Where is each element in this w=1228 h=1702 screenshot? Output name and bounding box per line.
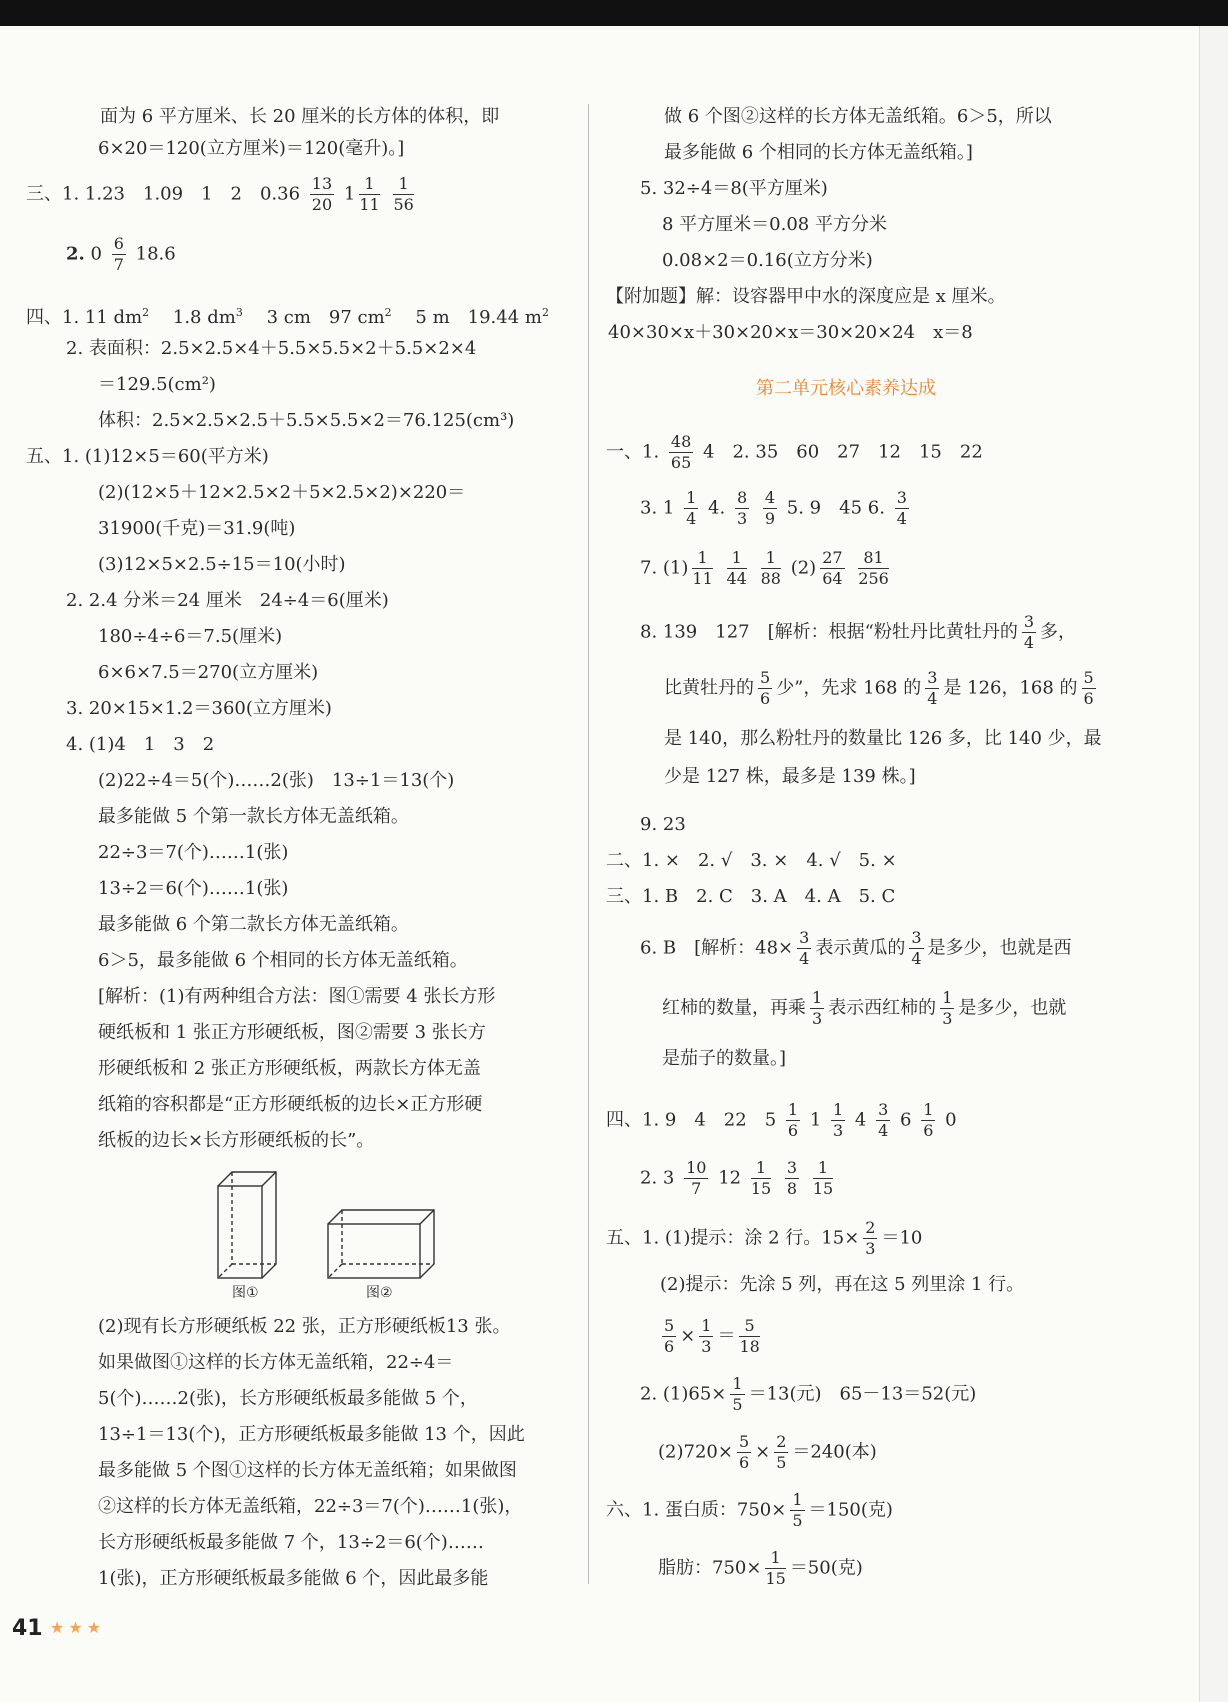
text-line: 如果做图①这样的长方体无盖纸箱，22÷4＝	[98, 1352, 454, 1373]
value: 0	[945, 1109, 957, 1131]
value: 5 m 19.44 m	[415, 307, 542, 328]
fraction	[774, 1434, 788, 1471]
value: 6	[900, 1109, 912, 1131]
superscript: 2	[541, 306, 549, 319]
denominator: 3	[865, 1239, 876, 1258]
fraction	[786, 1102, 800, 1139]
denominator: 6	[787, 1121, 799, 1140]
fraction	[765, 1550, 785, 1587]
denominator: 44	[726, 569, 747, 588]
figure-1-caption: 图①	[232, 1285, 259, 1301]
fraction	[758, 670, 772, 707]
numerator: 5	[1083, 668, 1094, 687]
fraction	[1022, 614, 1036, 651]
numerator: 3	[896, 488, 907, 507]
text-line: 做 6 个图②这样的长方体无盖纸箱。6＞5，所以	[664, 106, 1052, 127]
fraction	[921, 1102, 935, 1139]
fraction	[785, 1160, 799, 1197]
text-line: 5. 32÷4＝8(平方厘米)	[640, 178, 828, 199]
text-line: 面为 6 平方厘米、长 20 厘米的长方体的体积，即	[100, 106, 500, 127]
numerator: 5	[664, 1316, 675, 1335]
numerator: 5	[760, 668, 771, 687]
text-line: ②这样的长方体无盖纸箱，22÷3＝7(个)……1(张)，	[98, 1496, 523, 1517]
numerator: 13	[311, 174, 333, 193]
answer-1-8-line2	[664, 670, 1100, 707]
denominator: 4	[686, 509, 697, 528]
numerator: 3	[927, 668, 938, 687]
denominator: 15	[812, 1179, 834, 1198]
fraction	[727, 550, 747, 587]
answer-1-3	[640, 490, 913, 527]
answer-6-1	[606, 1492, 893, 1529]
answer-3-6-line1	[640, 930, 1072, 967]
box-figures	[210, 1164, 570, 1294]
fraction	[737, 1434, 751, 1471]
numerator: 2	[776, 1432, 787, 1451]
text: ＝10	[881, 1227, 923, 1249]
denominator: 6	[1083, 689, 1094, 708]
answer-3-6-line2	[662, 990, 1066, 1027]
numerator: 2	[865, 1218, 876, 1237]
figure-2-drawing	[328, 1210, 434, 1278]
text: ＝240(本)	[792, 1441, 877, 1463]
text: 是多少，也就是西	[927, 937, 1072, 959]
text-line: 最多能做 5 个图①这样的长方体无盖纸箱；如果做图	[98, 1460, 517, 1481]
numerator: 1	[359, 176, 379, 195]
denominator: 7	[691, 1179, 702, 1198]
text-line: 五、1. (1)12×5＝60(平方米)	[26, 446, 269, 467]
denominator: 56	[393, 195, 414, 214]
value: 4	[854, 1109, 867, 1131]
column-divider	[588, 104, 589, 1584]
answer-5-2-2	[658, 1434, 877, 1471]
answer-4-2	[640, 1160, 837, 1197]
numerator: 48	[670, 432, 692, 451]
numerator: 1	[732, 1374, 743, 1393]
numerator: 3	[1023, 612, 1035, 631]
text-line: 纸箱的容积都是“正方形硬纸板的边长×正方形硬	[98, 1094, 483, 1115]
label: 4.	[708, 497, 726, 519]
text-line: 180÷4÷6＝7.5(厘米)	[98, 626, 283, 647]
denominator: 11	[359, 195, 380, 214]
text-line: 是 140，那么粉牡丹的数量比 126 多，比 140 少，最	[664, 728, 1102, 749]
text: 6. B [解析：48×	[640, 937, 794, 959]
text: 少”，先求 168 的	[776, 677, 922, 699]
text-line: 9. 23	[640, 814, 686, 835]
denominator: 4	[878, 1121, 889, 1140]
denominator: 3	[701, 1337, 712, 1356]
section-title: 第二单元核心素养达成	[756, 378, 936, 399]
numerator: 1	[787, 1100, 799, 1119]
text-line: 13÷1＝13(个)，正方形硬纸板最多能做 13 个，因此	[98, 1424, 525, 1445]
text: ＝150(克)	[808, 1499, 893, 1521]
denominator: 88	[760, 569, 781, 588]
text-line: 纸板的边长×长方形硬纸板的长”。	[98, 1130, 375, 1151]
star-rating: ★★★	[50, 1618, 106, 1637]
answer-1-7	[640, 550, 893, 587]
fraction	[692, 550, 712, 587]
numerator: 1	[812, 988, 823, 1007]
label: 2. 3	[640, 1167, 675, 1189]
denominator: 9	[764, 509, 776, 528]
fraction	[763, 490, 777, 527]
top-scan-edge	[0, 0, 1228, 26]
text: ＝50(克)	[789, 1557, 863, 1579]
numerator: 1	[813, 1160, 833, 1179]
fraction	[359, 176, 379, 213]
text: 脂肪：750×	[658, 1557, 762, 1579]
text: 2. (1)65×	[640, 1383, 727, 1405]
numerator: 5	[738, 1432, 750, 1451]
answer-3: 三、1. B 2. C 3. A 4. A 5. C	[606, 886, 896, 907]
label: 一、1.	[606, 441, 660, 463]
numerator: 3	[911, 928, 922, 947]
answer-3-2	[66, 236, 176, 273]
numerator: 1	[751, 1160, 771, 1179]
fraction	[699, 1318, 713, 1355]
text-line: 少是 127 株，最多是 139 株。]	[664, 766, 916, 787]
numerator: 3	[878, 1100, 889, 1119]
denominator: 65	[670, 453, 692, 472]
answer-5-1-formula	[658, 1318, 764, 1355]
answer-5-1	[606, 1220, 922, 1257]
numerator: 1	[942, 988, 953, 1007]
value: 5. 9 45	[786, 497, 863, 519]
text-line: 4. (1)4 1 3 2	[66, 734, 215, 755]
denominator: 6	[738, 1453, 750, 1472]
denominator: 5	[732, 1395, 743, 1414]
text: 表示西红柿的	[828, 997, 937, 1019]
denominator: 20	[311, 195, 333, 214]
numerator: 1	[686, 488, 697, 507]
text: 多，	[1040, 621, 1077, 643]
fraction	[751, 1160, 771, 1197]
numerator: 3	[799, 928, 810, 947]
denominator: 3	[812, 1009, 823, 1028]
numerator: 27	[822, 548, 843, 567]
operator: ＝	[717, 1325, 736, 1347]
text: 比黄牡丹的	[664, 677, 754, 699]
numerator: 8	[736, 488, 748, 507]
superscript: 2	[384, 306, 392, 319]
denominator: 6	[664, 1337, 675, 1356]
values: 1.23 1.09 1 2 0.36	[84, 183, 301, 205]
text-line: 31900(千克)＝31.9(吨)	[98, 518, 296, 539]
denominator: 6	[923, 1121, 934, 1140]
figure-2-caption: 图②	[366, 1285, 393, 1301]
operator: ×	[755, 1441, 771, 1463]
denominator: 15	[765, 1569, 786, 1588]
denominator: 3	[833, 1121, 844, 1140]
fraction	[730, 1376, 744, 1413]
text-line: 0.08×2＝0.16(立方分米)	[662, 250, 873, 271]
value: 1.8 dm	[172, 307, 236, 328]
text-line: 是茄子的数量。]	[662, 1048, 787, 1069]
label: 3. 1	[640, 497, 675, 519]
text-line: 2. 表面积：2.5×2.5×4＋5.5×5.5×2＋5.5×2×4	[66, 338, 477, 359]
fraction	[940, 990, 954, 1027]
denominator: 256	[858, 569, 889, 588]
text: 8. 139 127 [解析：根据“粉牡丹比黄牡丹的	[640, 621, 1018, 643]
operator: ×	[680, 1325, 696, 1347]
fraction	[810, 990, 824, 1027]
fraction	[863, 1220, 877, 1257]
text-line: 6＞5，最多能做 6 个相同的长方体无盖纸箱。	[98, 950, 468, 971]
denominator: 4	[927, 689, 938, 708]
numerator: 3	[786, 1158, 798, 1177]
denominator: 8	[786, 1179, 798, 1198]
text: 是多少，也就	[958, 997, 1067, 1019]
text-line: 40×30×x＋30×20×x＝30×20×24 x＝8	[608, 322, 973, 343]
label: 2.	[66, 243, 85, 265]
text-line: 3. 20×15×1.2＝360(立方厘米)	[66, 698, 332, 719]
value: 18.6	[135, 243, 176, 265]
text-line: 形硬纸板和 2 张正方形硬纸板，两款长方体无盖	[98, 1058, 481, 1079]
text-line: 6×20＝120(立方厘米)＝120(毫升)。]	[98, 138, 405, 159]
text-line: 长方形硬纸板最多能做 7 个，13÷2＝6(个)……	[98, 1532, 484, 1553]
fraction	[669, 434, 693, 471]
fraction	[112, 236, 126, 273]
denominator: 5	[792, 1511, 803, 1530]
denominator: 11	[692, 569, 713, 588]
denominator: 5	[776, 1453, 787, 1472]
fraction	[895, 490, 909, 527]
fraction	[684, 1160, 708, 1197]
fraction	[790, 1492, 804, 1529]
denominator: 3	[942, 1009, 953, 1028]
text-line: 最多能做 5 个第一款长方体无盖纸箱。	[98, 806, 409, 827]
numerator: 1	[393, 176, 413, 195]
value: 3 cm 97 cm	[266, 307, 385, 328]
value: 0	[90, 243, 102, 265]
text-line: 22÷3＝7(个)……1(张)	[98, 842, 289, 863]
text-line: 【附加题】解：设容器甲中水的深度应是 x 厘米。	[606, 286, 1006, 307]
fraction	[820, 550, 844, 587]
page-number: 41	[12, 1616, 43, 1641]
text-line: 5(个)……2(张)，长方形硬纸板最多能做 5 个，	[98, 1388, 478, 1409]
text-line: 最多能做 6 个第二款长方体无盖纸箱。	[98, 914, 409, 935]
text: 是 126，168 的	[943, 677, 1078, 699]
denominator: 4	[799, 949, 810, 968]
label: 6.	[867, 497, 885, 519]
numerator: 1	[692, 550, 712, 569]
numerator: 5	[739, 1318, 759, 1337]
fraction	[858, 550, 889, 587]
page-edge-strip	[1199, 26, 1228, 1702]
fraction	[662, 1318, 676, 1355]
fraction	[1082, 670, 1096, 707]
fraction	[813, 1160, 833, 1197]
value: 11 dm	[84, 307, 143, 328]
fraction	[761, 550, 781, 587]
label: (2)	[790, 557, 817, 579]
numerator: 1	[727, 550, 747, 569]
fraction	[831, 1102, 845, 1139]
numerator: 1	[833, 1100, 844, 1119]
value: 1	[809, 1109, 822, 1131]
numerator: 10	[686, 1158, 707, 1177]
text-line: 体积：2.5×2.5×2.5＋5.5×5.5×2＝76.125(cm³)	[98, 410, 515, 431]
denominator: 4	[1023, 633, 1035, 652]
text: ＝13(元) 65－13＝52(元)	[748, 1383, 977, 1405]
text-line: 最多能做 6 个相同的长方体无盖纸箱。]	[664, 142, 973, 163]
label: 三、1.	[26, 183, 80, 205]
answer-3-1	[26, 176, 418, 213]
value: 12	[718, 1167, 742, 1189]
fraction	[739, 1318, 759, 1355]
label: 四、1.	[26, 307, 80, 328]
text-line: (2)22÷4＝5(个)……2(张) 13÷1＝13(个)	[98, 770, 455, 791]
answer-2: 二、1. × 2. √ 3. × 4. √ 5. ×	[606, 850, 897, 871]
denominator: 15	[750, 1179, 772, 1198]
text: 六、1. 蛋白质：750×	[606, 1499, 787, 1521]
numerator: 1	[761, 550, 781, 569]
denominator: 4	[911, 949, 922, 968]
label: 四、1. 9 4 22 5	[606, 1109, 777, 1131]
text: (2)720×	[658, 1441, 733, 1463]
numerator: 1	[923, 1100, 934, 1119]
text-line: 13÷2＝6(个)……1(张)	[98, 878, 289, 899]
text-line: 1(张)，正方形硬纸板最多能做 6 个，因此最多能	[98, 1568, 489, 1589]
text-line: (2)提示：先涂 5 列，再在这 5 列里涂 1 行。	[660, 1274, 1025, 1295]
text: 红柿的数量，再乘	[662, 997, 806, 1019]
figure-1-drawing	[218, 1172, 276, 1278]
denominator: 4	[896, 509, 907, 528]
text-line: ＝129.5(cm²)	[98, 374, 216, 395]
label: 7. (1)	[640, 557, 689, 579]
numerator: 4	[764, 488, 776, 507]
numerator: 81	[858, 550, 889, 569]
denominator: 7	[113, 255, 124, 274]
fraction	[393, 176, 413, 213]
text-line: 2. 2.4 分米＝24 厘米 24÷4＝6(厘米)	[66, 590, 389, 611]
answer-1-8-line1	[640, 614, 1076, 651]
fraction	[909, 930, 923, 967]
answer-4-1	[606, 1102, 957, 1139]
fraction	[684, 490, 698, 527]
text-line: (2)(12×5＋12×2.5×2＋5×2.5×2)×220＝	[98, 482, 466, 503]
text: 五、1. (1)提示：涂 2 行。15×	[606, 1227, 860, 1249]
superscript: 3	[235, 306, 243, 319]
text-line: (2)现有长方形硬纸板 22 张，正方形硬纸板13 张。	[98, 1316, 511, 1337]
whole: 1	[343, 183, 356, 205]
fraction	[925, 670, 939, 707]
denominator: 6	[760, 689, 771, 708]
denominator: 18	[739, 1337, 760, 1356]
text-line: (3)12×5×2.5÷15＝10(小时)	[98, 554, 346, 575]
answer-1-1	[606, 434, 983, 471]
numerator: 1	[792, 1490, 803, 1509]
text-line: 6×6×7.5＝270(立方厘米)	[98, 662, 319, 683]
answer-4-1	[26, 300, 549, 331]
numerator: 1	[701, 1316, 712, 1335]
denominator: 3	[736, 509, 748, 528]
values: 4 2. 35 60 27 12 15 22	[703, 441, 983, 463]
numerator: 6	[113, 234, 124, 253]
numerator: 1	[765, 1550, 785, 1569]
fraction	[797, 930, 811, 967]
fraction	[876, 1102, 890, 1139]
fraction	[735, 490, 749, 527]
superscript: 2	[142, 306, 150, 319]
text-line: [解析：(1)有两种组合方法：图①需要 4 张长方形	[98, 986, 496, 1007]
answer-5-2-1	[640, 1376, 976, 1413]
text-line: 8 平方厘米＝0.08 平方分米	[662, 214, 887, 235]
denominator: 64	[822, 569, 843, 588]
fraction	[310, 176, 334, 213]
text: 表示黄瓜的	[815, 937, 906, 959]
answer-6-1-fat	[658, 1550, 863, 1587]
text-line: 硬纸板和 1 张正方形硬纸板，图②需要 3 张长方	[98, 1022, 486, 1043]
